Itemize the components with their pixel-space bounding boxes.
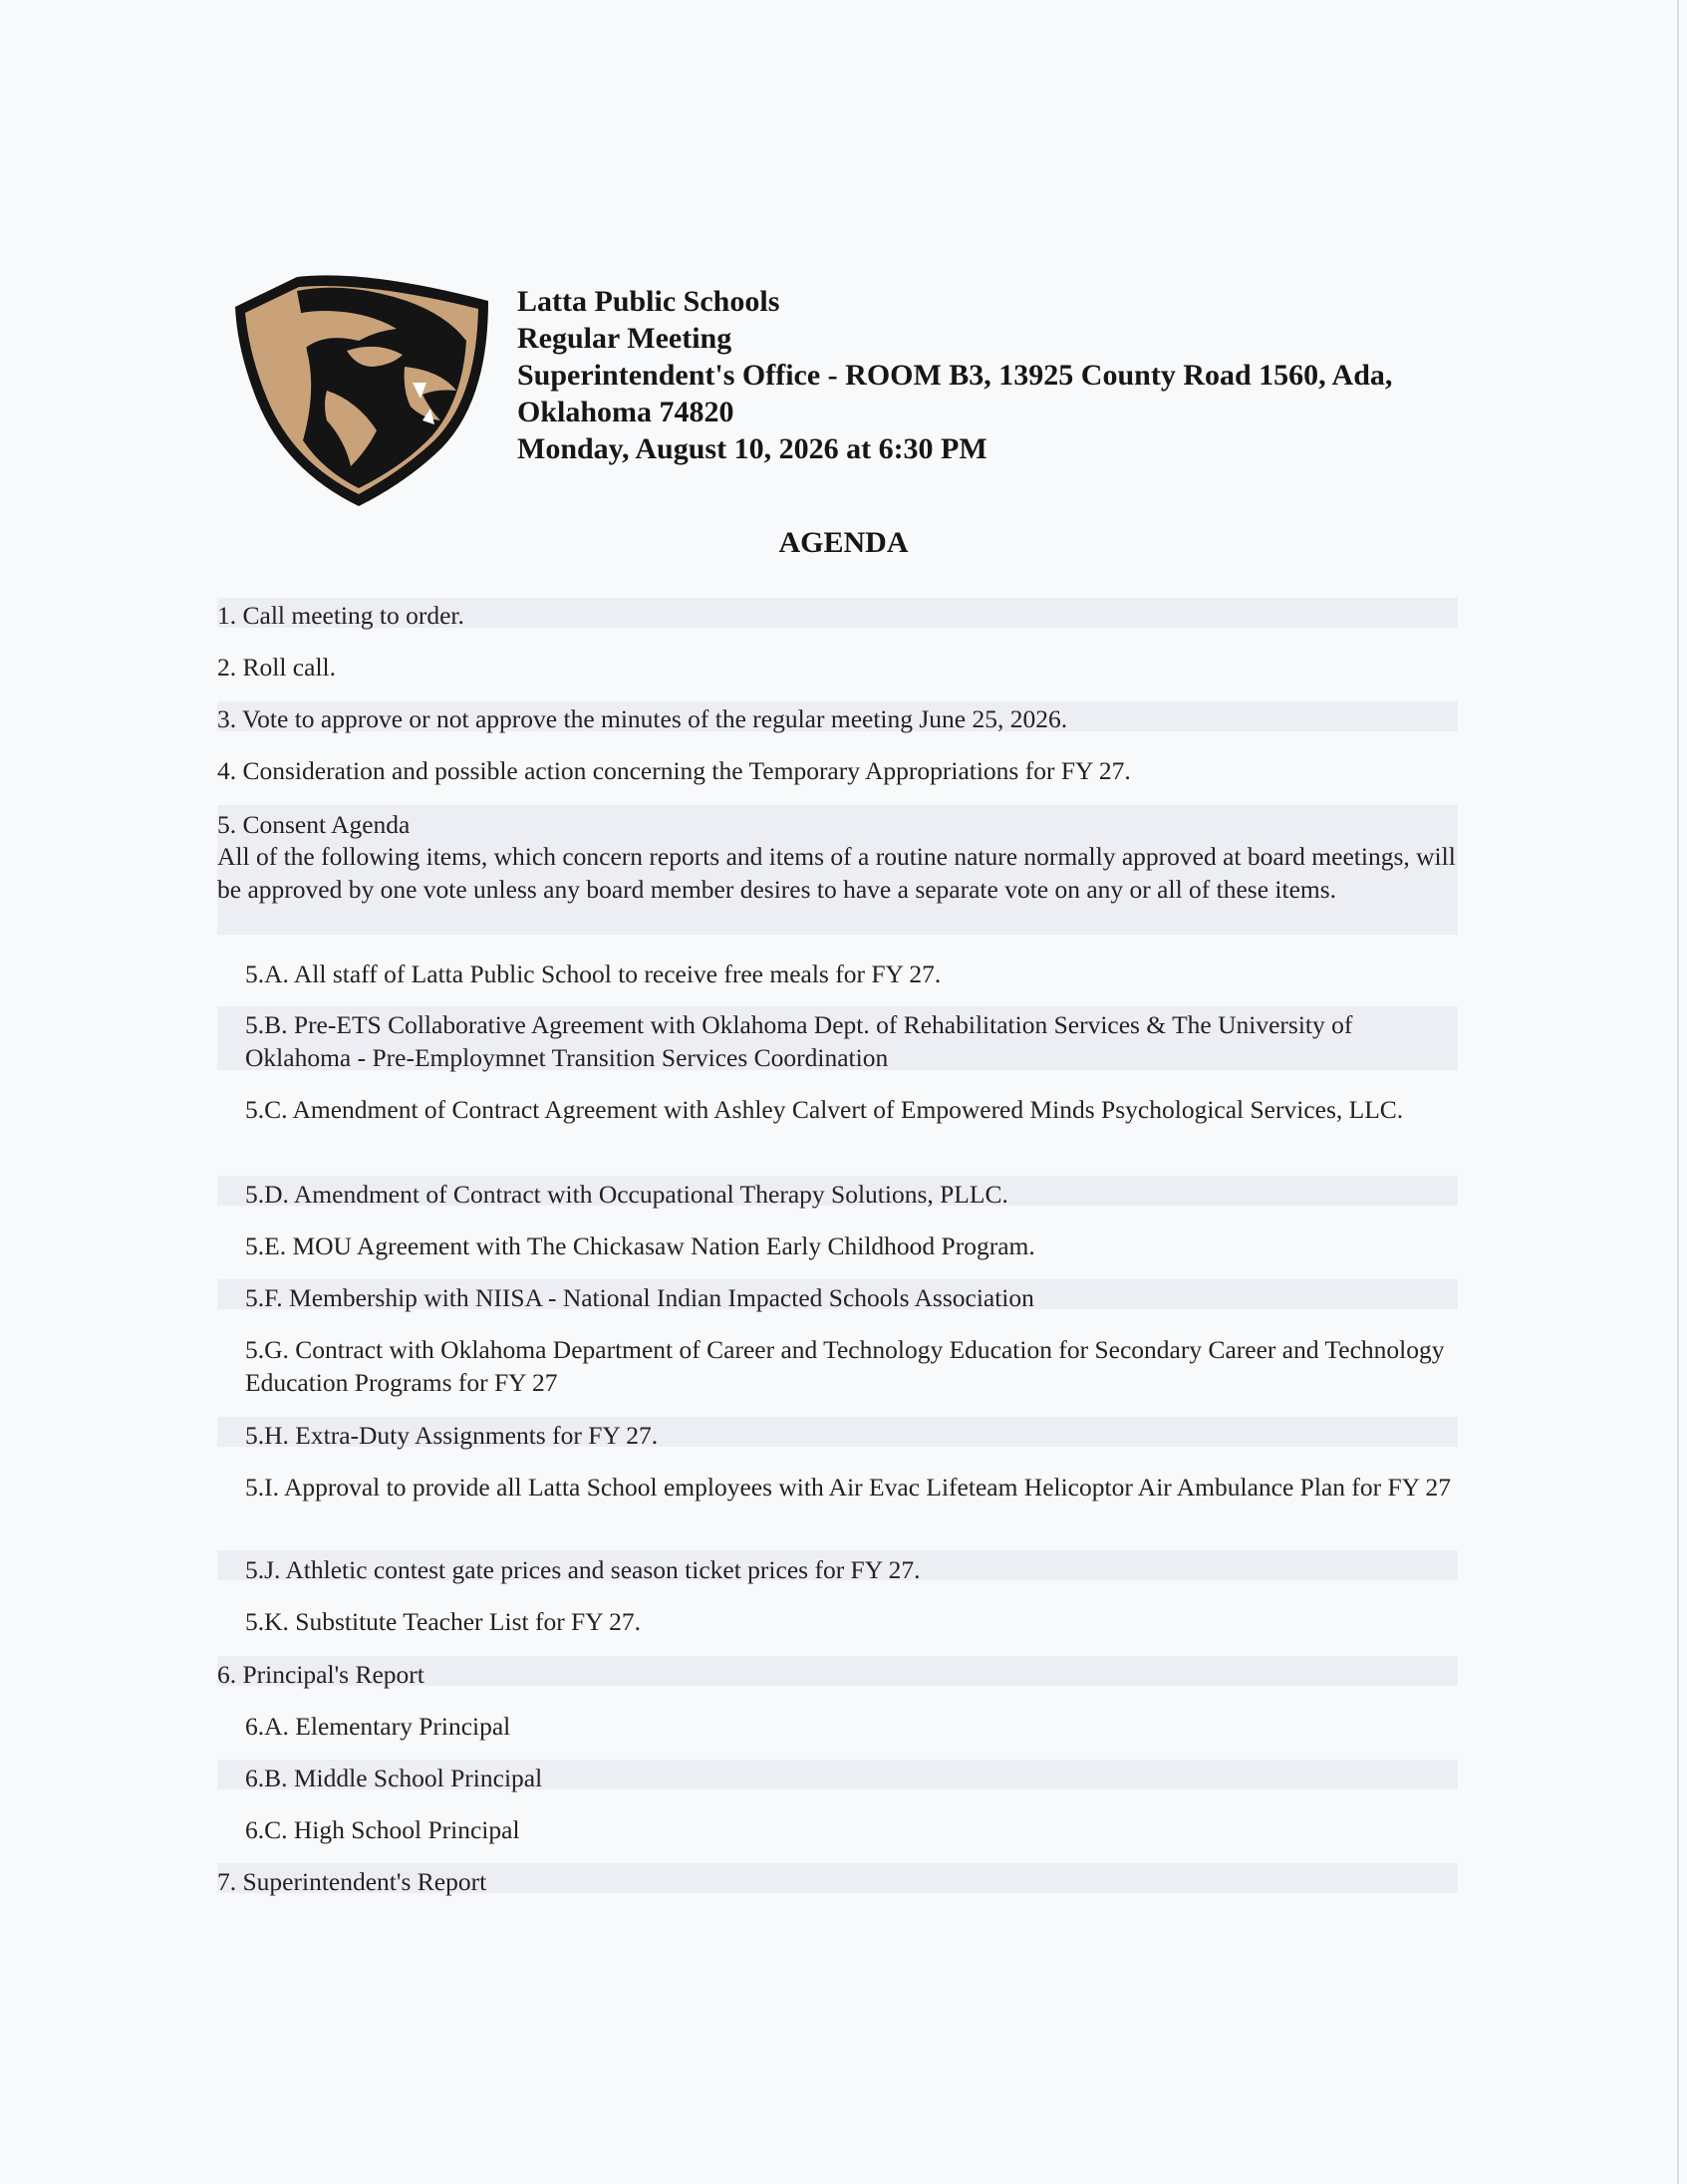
panther-shield-logo: [227, 271, 496, 510]
meeting-location-line-2: Oklahoma 74820: [517, 396, 734, 428]
agenda-item-5h: 5.H. Extra-Duty Assignments for FY 27.: [245, 1421, 659, 1450]
meeting-header: [517, 283, 1474, 467]
agenda-item-2: 2. Roll call.: [217, 653, 336, 682]
agenda-item-5: 5. Consent Agenda: [217, 810, 411, 839]
page-edge: [1677, 0, 1679, 2184]
agenda-item-5d: 5.D. Amendment of Contract with Occupational Therapy Solutions, PLLC.: [245, 1180, 1008, 1209]
agenda-item-5k: 5.K. Substitute Teacher List for FY 27.: [245, 1607, 641, 1636]
agenda-item-5e: 5.E. MOU Agreement with The Chickasaw Nation Early Childhood Program.: [245, 1231, 1035, 1260]
agenda-item-5f: 5.F. Membership with NIISA - National Indian Impacted Schools Association: [245, 1283, 1034, 1312]
district-name: Latta Public Schools: [517, 285, 780, 318]
agenda-item-5b: 5.B. Pre-ETS Collaborative Agreement with Oklahoma Dept. of Rehabilitation Services & The University of Oklahoma - Pre-Employmnet Transition Services Coordination: [245, 1010, 1353, 1072]
agenda-item-5i: 5.I. Approval to provide all Latta School employees with Air Evac Lifeteam Helicoptor Air Ambulance Plan for FY 27: [245, 1473, 1452, 1502]
agenda-item-5g: 5.G. Contract with Oklahoma Department of Career and Technology Education for Secondary Career and Technology Education Programs for FY 27: [245, 1335, 1445, 1397]
meeting-location-line-1: Superintendent's Office - ROOM B3, 13925 County Road 1560, Ada,: [517, 359, 1393, 392]
agenda-item-6a: 6.A. Elementary Principal: [245, 1712, 511, 1741]
agenda-item-6b: 6.B. Middle School Principal: [245, 1764, 543, 1792]
agenda-item-5c: 5.C. Amendment of Contract Agreement with Ashley Calvert of Empowered Minds Psychological Services, LLC.: [245, 1095, 1404, 1124]
agenda-item-1: 1. Call meeting to order.: [217, 601, 464, 630]
agenda-item-5j: 5.J. Athletic contest gate prices and season ticket prices for FY 27.: [245, 1555, 921, 1584]
agenda-item-6: 6. Principal's Report: [217, 1660, 424, 1689]
agenda-item-7: 7. Superintendent's Report: [217, 1867, 487, 1896]
meeting-type: Regular Meeting: [517, 322, 732, 355]
agenda-item-3: 3. Vote to approve or not approve the minutes of the regular meeting June 25, 2026.: [217, 704, 1068, 733]
consent-agenda-description: All of the following items, which concern reports and items of a routine nature normally approved at board meetings, will be approved by one vote unless any board member desires to have a separate vote on any or all of these items.: [217, 842, 1456, 904]
agenda-item-4: 4. Consideration and possible action concerning the Temporary Appropriations for FY 27.: [217, 756, 1131, 785]
agenda-item-6c: 6.C. High School Principal: [245, 1815, 520, 1844]
agenda-title: AGENDA: [778, 526, 909, 559]
meeting-datetime: Monday, August 10, 2026 at 6:30 PM: [517, 432, 987, 465]
agenda-item-5a: 5.A. All staff of Latta Public School to receive free meals for FY 27.: [245, 959, 942, 988]
